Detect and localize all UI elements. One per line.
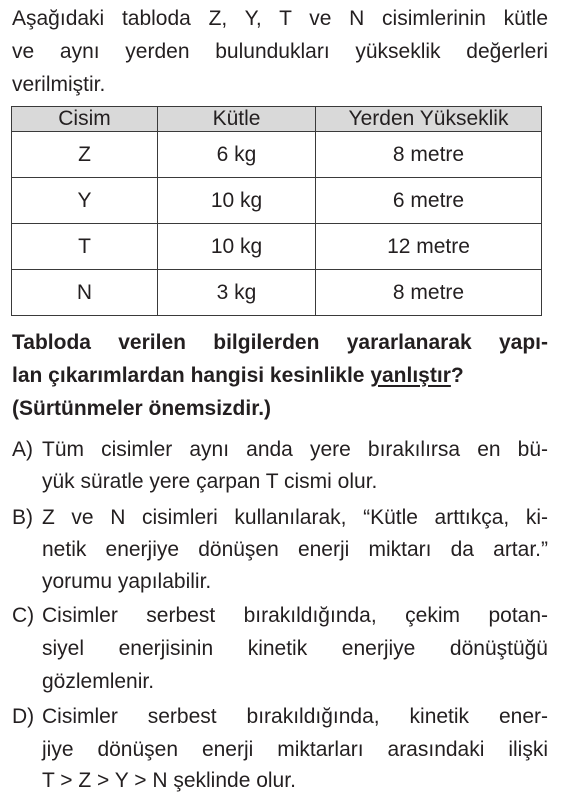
header-cisim: Cisim [12, 107, 158, 132]
cell-yukseklik: 6 metre [316, 178, 542, 224]
option-d-line-3: T > Z > Y > N şeklinde olur. [42, 769, 296, 792]
table-row [12, 224, 542, 270]
cell-kutle: 10 kg [158, 224, 316, 270]
header-kutle: Kütle [158, 107, 316, 132]
option-a-line-2: yük süratle yere çarpan T cismi olur. [42, 470, 378, 493]
option-d-line-1: Cisimler serbest bırakıldığında, kinetik ener- [42, 705, 548, 728]
table-row [12, 132, 542, 178]
question-line-2-text: lan çıkarımlardan hangisi kesinlikle [12, 364, 371, 387]
option-a-line-1: Tüm cisimler aynı anda yere bırakılırsa en bü- [42, 438, 548, 461]
question-line-3: (Sürtünmeler önemsizdir.) [12, 397, 272, 420]
option-b-letter: B) [12, 506, 33, 529]
cell-cisim: Z [12, 132, 158, 178]
option-d-line-2: jiye dönüşen enerji miktarları arasındaki ilişki [42, 738, 548, 761]
data-table [11, 106, 542, 316]
question-line-1: Tabloda verilen bilgilerden yararlanarak yapı- [12, 331, 548, 354]
option-d-letter: D) [12, 705, 35, 728]
cell-cisim: Y [12, 178, 158, 224]
table-row [12, 270, 542, 316]
option-a-letter: A) [12, 438, 33, 461]
cell-yukseklik: 8 metre [316, 132, 542, 178]
option-b-line-1: Z ve N cisimleri kullanılarak, “Kütle arttıkça, ki- [42, 506, 548, 529]
question-mark: ? [450, 364, 464, 387]
option-c-line-1: Cisimler serbest bırakıldığında, çekim potan- [42, 604, 548, 627]
cell-kutle: 3 kg [158, 270, 316, 316]
option-c-letter: C) [12, 604, 35, 627]
option-c-line-3: gözlemlenir. [42, 670, 155, 693]
intro-line-1: Aşağıdaki tabloda Z, Y, T ve N cisimlerinin kütle [12, 7, 548, 30]
cell-kutle: 6 kg [158, 132, 316, 178]
cell-cisim: T [12, 224, 158, 270]
intro-line-2: ve aynı yerden bulundukları yükseklik değerleri [12, 40, 548, 63]
option-b-line-3: yorumu yapılabilir. [42, 570, 212, 593]
cell-yukseklik: 12 metre [316, 224, 542, 270]
cell-kutle: 10 kg [158, 178, 316, 224]
cell-yukseklik: 8 metre [316, 270, 542, 316]
option-c-line-2: siyel enerjisinin kinetik enerjiye dönüştüğü [42, 637, 548, 660]
intro-line-3: verilmiştir. [12, 73, 106, 96]
table-row [12, 178, 542, 224]
table-header-row [12, 107, 542, 132]
header-yukseklik: Yerden Yükseklik [316, 107, 542, 132]
option-b-line-2: netik enerjiye dönüşen enerji miktarı da artar.” [42, 538, 548, 561]
cell-cisim: N [12, 270, 158, 316]
question-keyword-underlined: yanlıştır [370, 364, 451, 387]
question-line-2 [12, 363, 548, 389]
